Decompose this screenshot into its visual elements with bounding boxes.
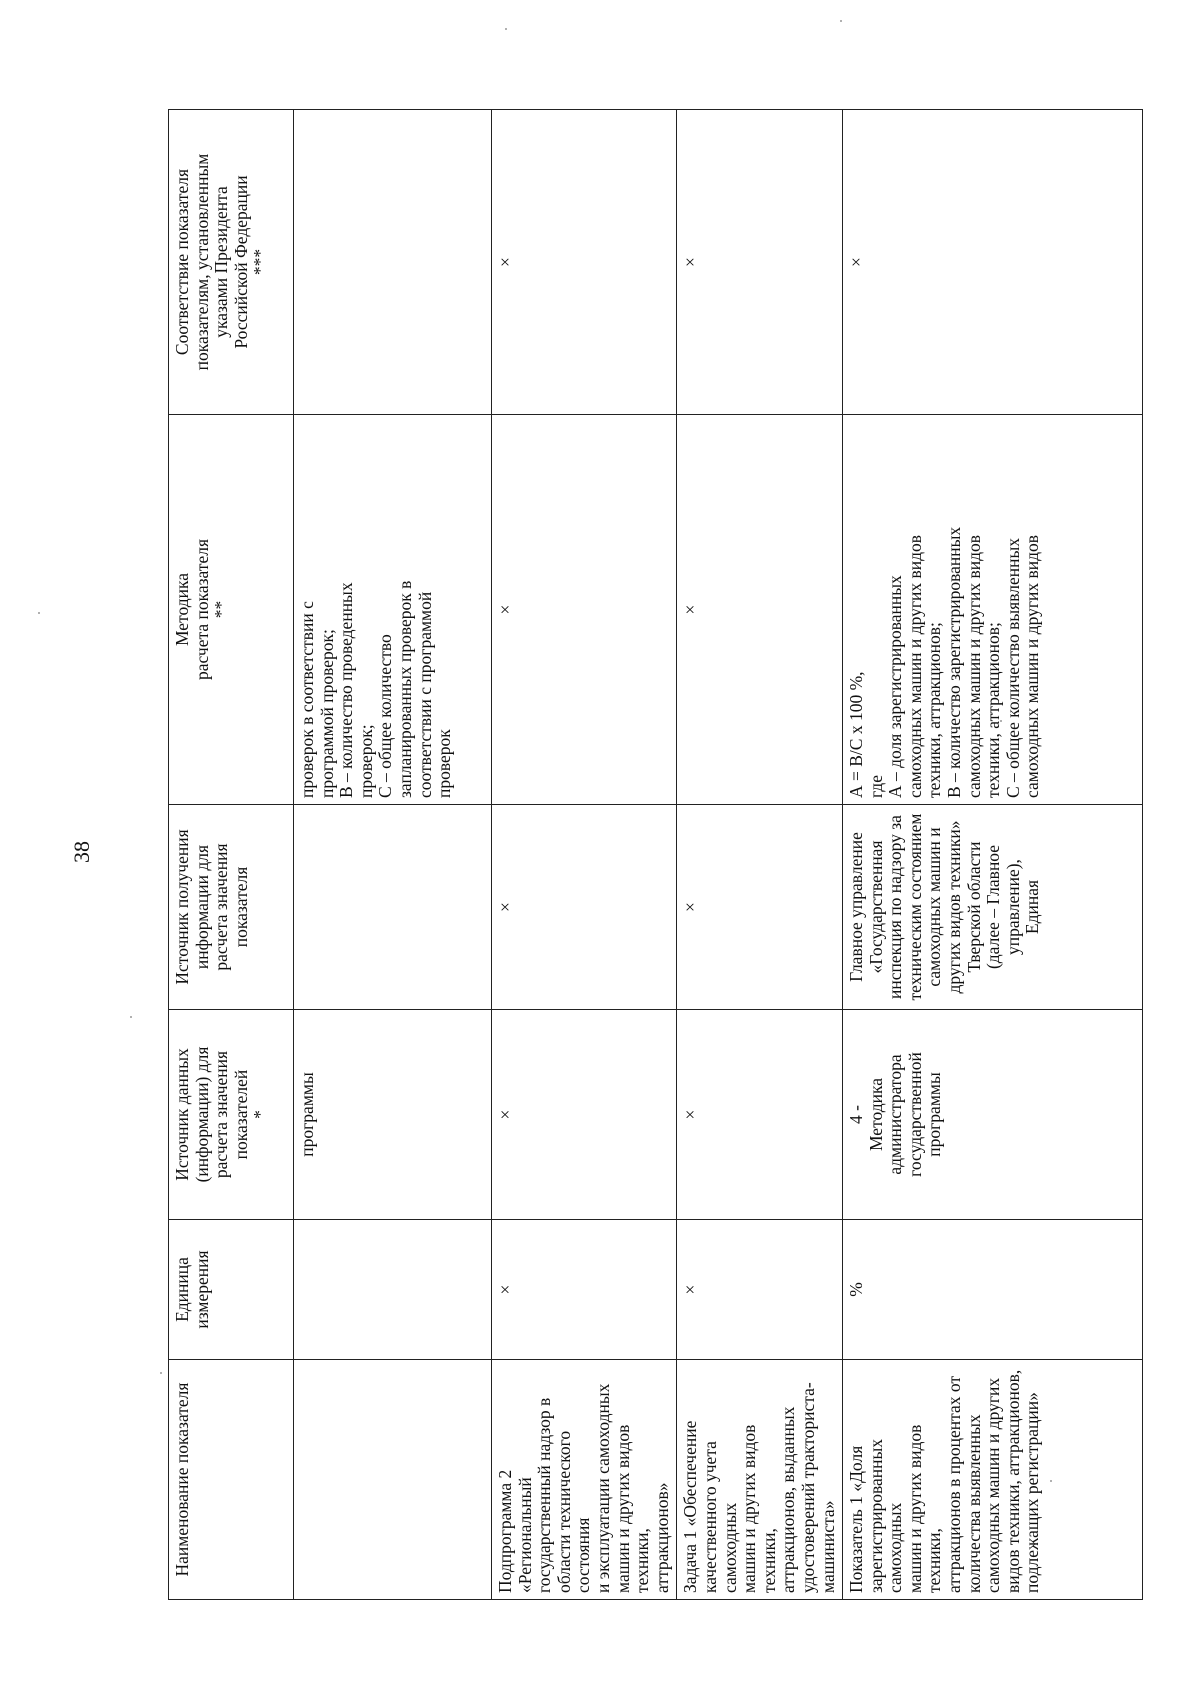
table-row <box>492 110 677 1600</box>
cell-unit <box>294 1220 492 1360</box>
table-header-row <box>169 110 294 1600</box>
cell-info-source: Главное управление «Государственная инспекция по надзору за техническим состоянием самоходных машин и других видов техники» Тверской области (далее – Главное управление), Единая <box>843 805 1143 1010</box>
cell-name: Подпрограмма 2 «Региональный государственный надзор в области технического состояния и эксплуатации самоходных машин и других видов техники, аттракционов» <box>492 1360 677 1600</box>
cell-info-source: × <box>492 805 677 1010</box>
header-method: Методика расчета показателя ** <box>169 415 294 805</box>
cell-method: А = В/С х 100 %, где А – доля зарегистрированных самоходных машин и других видов техники, аттракционов; В – количество зарегистрированных самоходных машин и других видов техники, аттракционов; С – общее количество выявленных самоходных машин и других видов <box>843 415 1143 805</box>
header-compliance: Соответствие показателя показателям, установленным указами Президента Российской Федерации *** <box>169 110 294 415</box>
header-info-source: Источник получения информации для расчета значения показателя <box>169 805 294 1010</box>
table-row <box>843 110 1143 1600</box>
cell-info-source <box>294 805 492 1010</box>
cell-unit: × <box>677 1220 843 1360</box>
indicators-table <box>168 109 1143 1600</box>
cell-compliance: × <box>843 110 1143 415</box>
cell-data-source: × <box>677 1010 843 1220</box>
cell-compliance <box>294 110 492 415</box>
cell-name <box>294 1360 492 1600</box>
cell-data-source: программы <box>294 1010 492 1220</box>
page-number: 38 <box>69 841 94 863</box>
cell-info-source: × <box>677 805 843 1010</box>
table-row <box>677 110 843 1600</box>
indicators-table-rotated <box>168 110 1091 1600</box>
cell-name: Задача 1 «Обеспечение качественного учета самоходных машин и других видов техники, аттракционов, выданных удостоверений тракториста- машиниста» <box>677 1360 843 1600</box>
cell-method: × <box>677 415 843 805</box>
cell-method: проверок в соответствии с программой проверок; В – количество проведенных проверок; С – общее количество запланированных проверок в соответствии с программой проверок <box>294 415 492 805</box>
cell-data-source: × <box>492 1010 677 1220</box>
header-data-source: Источник данных (информации) для расчета значения показателей * <box>169 1010 294 1220</box>
cell-data-source: 4 - Методика администратора государственной программы <box>843 1010 1143 1220</box>
header-name: Наименование показателя <box>169 1360 294 1600</box>
cell-compliance: × <box>677 110 843 415</box>
cell-unit: % <box>843 1220 1143 1360</box>
cell-compliance: × <box>492 110 677 415</box>
cell-name: Показатель 1 «Доля зарегистрированных самоходных машин и других видов техники, аттракционов в процентах от количества выявленных самоходных машин и других видов техники, аттракционов, подлежащих регистрации» <box>843 1360 1143 1600</box>
table-row <box>294 110 492 1600</box>
cell-unit: × <box>492 1220 677 1360</box>
header-unit: Единица измерения <box>169 1220 294 1360</box>
cell-method: × <box>492 415 677 805</box>
